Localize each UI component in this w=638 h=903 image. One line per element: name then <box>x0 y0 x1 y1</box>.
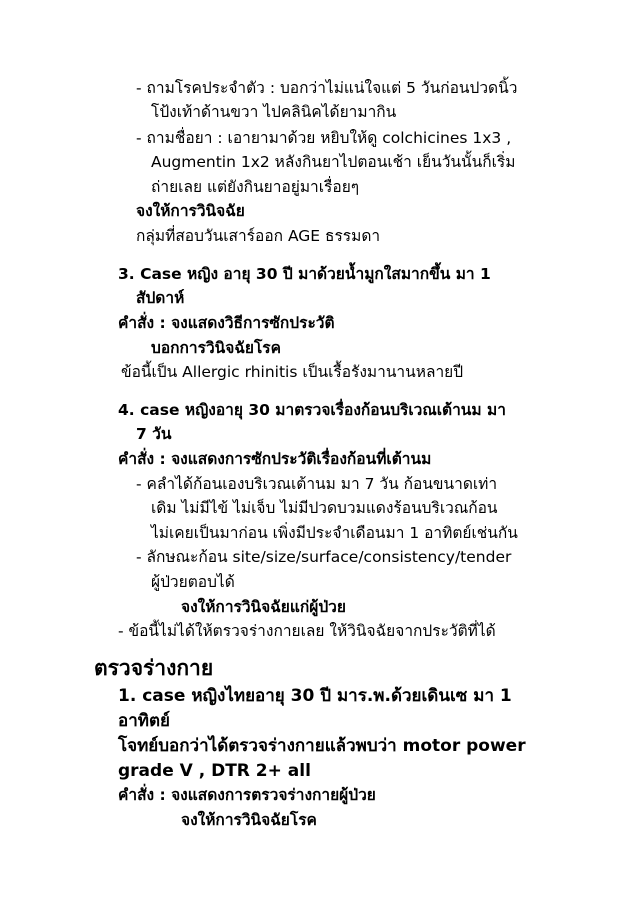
text-line: กลุ่มที่สอบวันเสาร์ออก AGE ธรรมดา <box>136 227 381 245</box>
text-line: สัปดาห์ <box>136 289 185 307</box>
text-line: โจทย์บอกว่าได้ตรวจร่างกายแล้วพบว่า motor power <box>118 736 526 756</box>
text-line: ผู้ป่วยตอบได้ <box>151 573 235 591</box>
text-line: เดิม ไม่มีไข้ ไม่เจ็บ ไม่มีปวดบวมแดงร้อนบริเวณก้อน <box>151 499 498 517</box>
text-line: ถ่ายเลย แต่ยังกินยาอยู่มาเรื่อยๆ <box>151 178 360 196</box>
text-line: บอกการวินิจฉัยโรค <box>151 339 281 357</box>
text-line: - คลำได้ก้อนเองบริเวณเต้านม มา 7 วัน ก้อนขนาดเท่า <box>136 475 498 493</box>
text-line: - ข้อนี้ไม่ได้ให้ตรวจร่างกายเลย ให้วินิจฉัยจากประวัติที่ได้ <box>118 622 496 640</box>
text-line: จงให้การวินิจฉัย <box>136 202 245 220</box>
text-line: ไม่เคยเป็นมาก่อน เพิ่งมีประจำเดือนมา 1 อาทิตย์เช่นกัน <box>151 524 518 542</box>
question-heading: 4. case หญิงอายุ 30 มาตรวจเรื่องก้อนบริเวณเต้านม มา <box>118 401 506 419</box>
text-line: - ลักษณะก้อน site/size/surface/consistency/tender <box>136 548 512 566</box>
text-line: ข้อนี้เป็น Allergic rhinitis เป็นเรื้อรังมานานหลายปี <box>121 363 464 381</box>
text-line: จงให้การวินิจฉัยโรค <box>181 811 317 829</box>
text-line: คำสั่ง : จงแสดงการซักประวัติเรื่องก้อนที่เต้านม <box>118 450 432 468</box>
text-line: คำสั่ง : จงแสดงวิธีการซักประวัติ <box>118 314 335 332</box>
text-line: อาทิตย์ <box>118 711 170 731</box>
text-line: Augmentin 1x2 หลังกินยาไปตอนเช้า เย็นวันนั้นก็เริ่ม <box>151 153 516 171</box>
text-line: - ถามโรคประจำตัว : บอกว่าไม่แน่ใจแต่ 5 วันก่อนปวดนิ้ว <box>136 79 518 97</box>
text-line: โป้งเท้าด้านขวา ไปคลินิคได้ยามากิน <box>151 103 397 121</box>
text-line: จงให้การวินิจฉัยแก่ผู้ป่วย <box>181 598 346 616</box>
text-line: คำสั่ง : จงแสดงการตรวจร่างกายผู้ป่วย <box>118 786 376 804</box>
text-line: - ถามชื่อยา : เอายามาด้วย หยิบให้ดู colchicines 1x3 , <box>136 129 512 147</box>
section-title: ตรวจร่างกาย <box>94 656 214 680</box>
question-heading: 3. Case หญิง อายุ 30 ปี มาด้วยน้ำมูกใสมากขึ้น มา 1 <box>118 265 491 283</box>
text-line: grade V , DTR 2+ all <box>118 761 311 781</box>
text-line: 7 วัน <box>136 425 172 443</box>
question-heading: 1. case หญิงไทยอายุ 30 ปี มาร.พ.ด้วยเดินเซ มา 1 <box>118 686 512 706</box>
